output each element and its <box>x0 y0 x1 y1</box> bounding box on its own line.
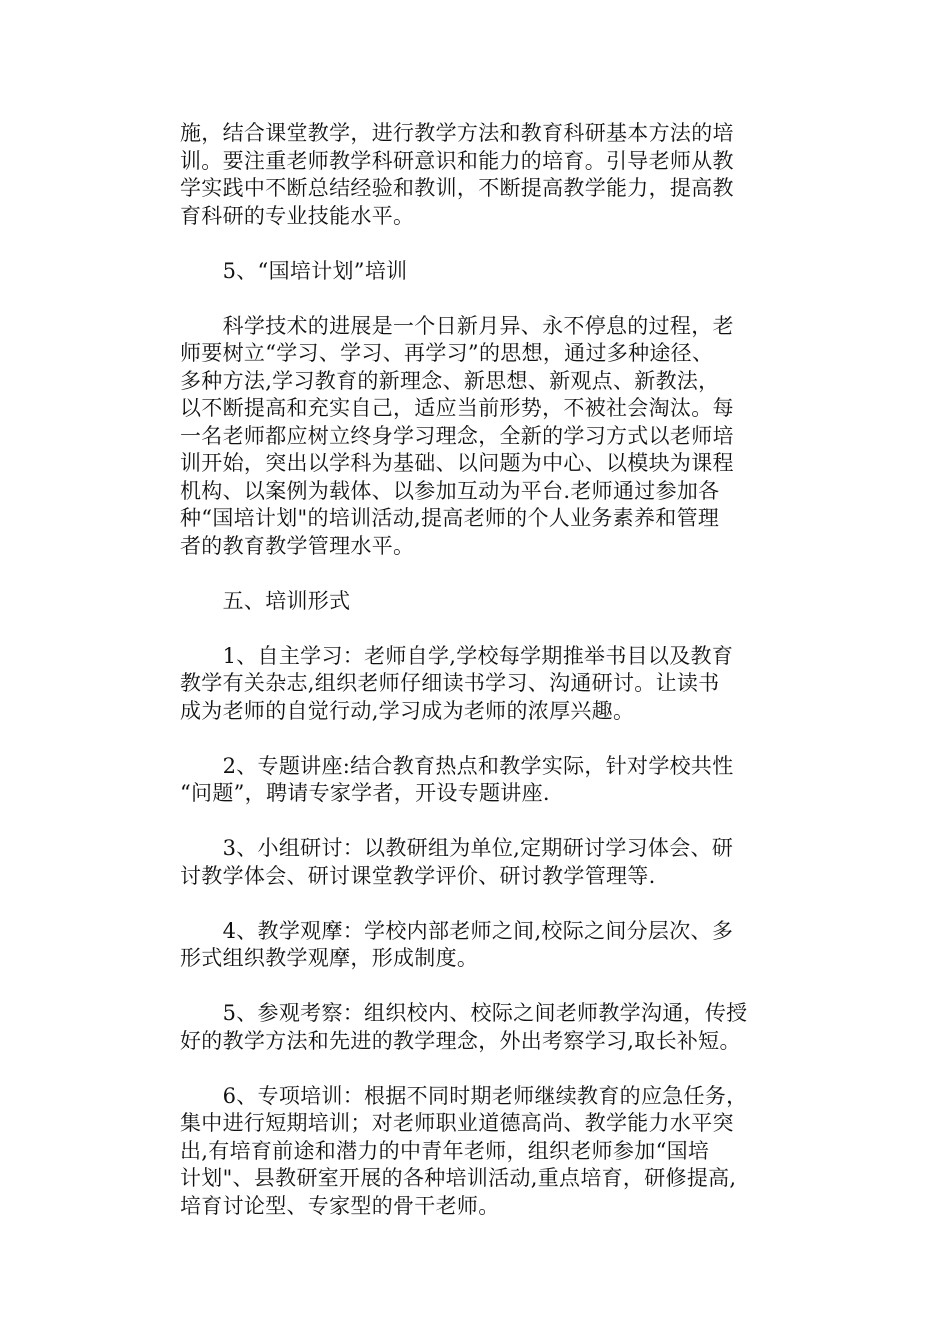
text-line: 形式组织教学观摩，形成制度。 <box>180 946 479 970</box>
text-line: 师要树立“学习、学习、再学习”的思想，通过多种途径、 <box>180 341 714 365</box>
text-line: 培育讨论型、专家型的骨干老师。 <box>180 1193 500 1218</box>
text-line: 成为老师的自觉行动,学习成为老师的浓厚兴趣。 <box>180 698 635 723</box>
paragraph-gap <box>180 230 776 258</box>
paragraph-gap <box>180 973 776 1001</box>
text-line: 5、“国培计划”培训 <box>180 258 408 283</box>
paragraph-gap <box>180 285 776 313</box>
text-line: 3、小组研讨：以教研组为单位,定期研讨学习体会、研 <box>180 836 734 860</box>
text-line: 训开始，突出以学科为基础、以问题为中心、以模块为课程 <box>180 451 734 475</box>
text-line: 施，结合课堂教学，进行教学方法和教育科研基本方法的培 <box>180 121 734 145</box>
text-line: 者的教育教学管理水平。 <box>180 533 415 558</box>
text-line: 机构、以案例为载体、以参加互动为平台.老师通过参加各 <box>180 478 720 503</box>
text-line: 种“国培计划"的培训活动,提高老师的个人业务素养和管理 <box>180 506 720 530</box>
text-line: “问题”，聘请专家学者，开设专题讲座. <box>180 781 550 805</box>
paragraph-gap <box>180 1055 776 1083</box>
text-line: 2、专题讲座:结合教育热点和教学实际，针对学校共性 <box>180 753 734 778</box>
text-line: 学实践中不断总结经验和教训，不断提高教学能力，提高教 <box>180 176 734 200</box>
paragraph-training-methods-continued <box>180 120 776 230</box>
text-line: 出,有培育前途和潜力的中青年老师，组织老师参加“国培 <box>180 1138 710 1163</box>
text-line: 4、教学观摩：学校内部老师之间,校际之间分层次、多 <box>180 918 734 943</box>
text-line: 6、专项培训：根据不同时期老师继续教育的应急任务， <box>180 1083 748 1108</box>
text-line: 好的教学方法和先进的教学理念，外出考察学习,取长补短。 <box>180 1028 741 1053</box>
text-line: 以不断提高和充实自己，适应当前形势，不被社会淘汰。每 <box>180 396 734 420</box>
text-line: 科学技术的进展是一个日新月异、永不停息的过程，老 <box>180 313 734 338</box>
paragraph-gap <box>180 615 776 643</box>
list-item-special-training <box>180 1083 776 1221</box>
list-item-self-study <box>180 643 776 726</box>
heading-training-forms <box>180 588 776 616</box>
text-line: 集中进行短期培训；对老师职业道德高尚、教学能力水平突 <box>180 1111 734 1135</box>
list-item-observation <box>180 918 776 973</box>
paragraph-gap <box>180 560 776 588</box>
text-line: 一名老师都应树立终身学习理念，全新的学习方式以老师培 <box>180 423 734 448</box>
document-page <box>180 120 776 1220</box>
text-line: 五、培训形式 <box>180 588 351 613</box>
list-item-group-discussion <box>180 835 776 890</box>
paragraph-lifelong-learning <box>180 313 776 561</box>
paragraph-gap <box>180 890 776 918</box>
text-line: 5、参观考察：组织校内、校际之间老师教学沟通，传授 <box>180 1001 748 1025</box>
text-line: 计划"、县教研室开展的各种培训活动,重点培育，研修提高, <box>180 1166 737 1190</box>
paragraph-gap <box>180 808 776 836</box>
text-line: 育科研的专业技能水平。 <box>180 203 415 228</box>
text-line: 教学有关杂志,组织老师仔细读书学习、沟通研讨。让读书 <box>180 671 720 695</box>
list-item-field-visits <box>180 1000 776 1055</box>
text-line: 讨教学体会、研讨课堂教学评价、研讨教学管理等. <box>180 863 656 888</box>
text-line: 训。要注重老师教学科研意识和能力的培育。引导老师从教 <box>180 148 734 173</box>
paragraph-gap <box>180 725 776 753</box>
text-line: 多种方法,学习教育的新理念、新思想、新观点、新教法， <box>180 368 720 393</box>
heading-guopei-plan <box>180 258 776 286</box>
list-item-lectures <box>180 753 776 808</box>
text-line: 1、自主学习：老师自学,学校每学期推举书目以及教育 <box>180 643 734 668</box>
